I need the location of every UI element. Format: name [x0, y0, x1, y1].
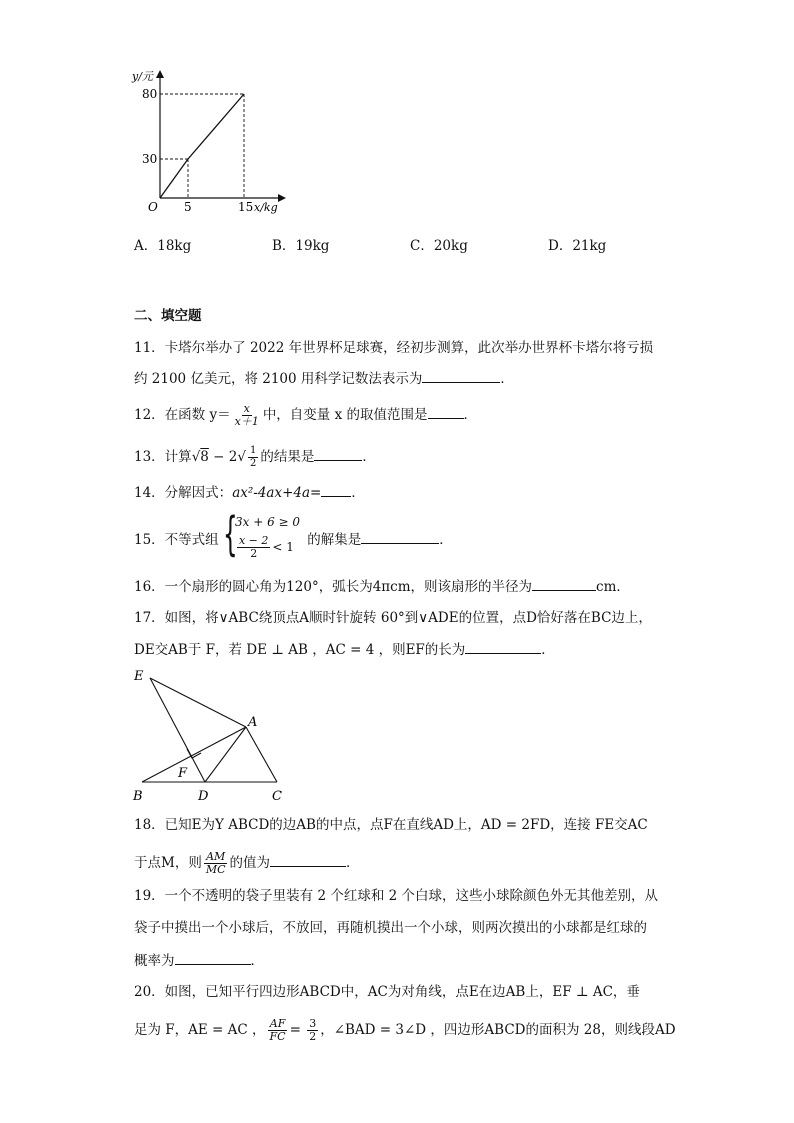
q13-line: 13．计算√8 − 2√ $\frac{1}{2}$ 的结果是 ．: [134, 445, 376, 469]
q15-answer-blank[interactable]: [361, 529, 439, 544]
q15-line: 15．不等式组 { 3x + 6 ≥ 0 $\frac{x - 2}{2}$ < 1 的解集是 ．: [134, 506, 453, 561]
q15-inequality-system: { 3x + 6 ≥ 0 $\frac{x - 2}{2}$ < 1: [222, 506, 301, 561]
q17-label-c: C: [272, 789, 282, 804]
q19-answer-blank[interactable]: [175, 950, 251, 965]
option-d[interactable]: D．21kg: [548, 238, 607, 254]
q17-label-d: D: [198, 789, 209, 804]
q17-answer-blank[interactable]: [465, 639, 541, 654]
option-a[interactable]: A．18kg: [134, 238, 192, 254]
q13-answer-blank[interactable]: [314, 446, 362, 461]
q17-label-f: F: [178, 766, 188, 781]
option-c[interactable]: C．20kg: [410, 238, 468, 254]
q17-triangle-figure: [130, 666, 295, 806]
q16-answer-blank[interactable]: [532, 576, 596, 591]
price-weight-graph: [130, 68, 290, 218]
section-title: 二、填空题: [134, 308, 202, 324]
q13-sqrt-half: √ $\frac{1}{2}$: [237, 445, 257, 469]
q17-label-a: A: [248, 715, 258, 730]
q19-line3: 概率为 ．: [134, 950, 264, 971]
q12-fraction: $\frac{x}{x+1}$: [234, 402, 259, 428]
x-tick-5: 5: [184, 200, 192, 214]
q12-answer-blank[interactable]: [428, 404, 464, 419]
q18-line1: 18．已知E为Y ABCD的边AB的中点，点F在直线AD上，AD = 2FD，连接 FE交AC: [134, 817, 648, 833]
q14-line: 14．分解因式：ax²-4ax+4a= ．: [134, 482, 365, 503]
y-tick-30: 30: [142, 152, 158, 166]
q16-line: 16．一个扇形的圆心角为120°，弧长为4πcm，则该扇形的半径为 cm．: [134, 576, 630, 597]
y-tick-80: 80: [142, 87, 158, 101]
q17-label-e: E: [134, 669, 144, 684]
option-b[interactable]: B．19kg: [272, 238, 330, 254]
q14-answer-blank[interactable]: [321, 482, 351, 497]
q20-line2: 足为 F，AE = AC ， $\frac{AF}{FC}$ = $\frac{3}{2}$ ，∠BAD = 3∠D ，四边形ABCD的面积为 28，则线段AD: [134, 1017, 676, 1043]
origin-label: O: [148, 200, 158, 214]
q17-line1: 17．如图，将∨ABC绕顶点A顺时针旋转 60°到∨ADE的位置，点D恰好落在BC边上，: [134, 610, 652, 626]
q17-line2: DE交AB于 F，若 DE ⊥ AB ，AC = 4 ，则EF的长为 ．: [134, 639, 555, 660]
q11-line2: 约 2100 亿美元，将 2100 用科学记数法表示为 ．: [134, 368, 514, 389]
x-tick-15: 15: [238, 200, 254, 214]
q18-answer-blank[interactable]: [270, 852, 346, 867]
q11-answer-blank[interactable]: [422, 368, 500, 383]
q19-line1: 19．一个不透明的袋子里装有 2 个红球和 2 个白球，这些小球除颜色外无其他差别，从: [134, 888, 659, 904]
q17-label-b: B: [133, 789, 143, 804]
x-axis-label: x/kg: [254, 201, 278, 214]
q19-line2: 袋子中摸出一个小球后，不放回，再随机摸出一个小球，则两次摸出的小球都是红球的: [134, 920, 647, 936]
graph-line: [160, 94, 244, 198]
graph-axes: [156, 70, 286, 202]
q18-fraction: $\frac{AM}{MC}$: [205, 850, 226, 876]
q12-line: 12．在函数 y＝ $\frac{x}{x+1}$ 中，自变量 x 的取值范围是 ．: [134, 402, 478, 428]
q11-line1: 11．卡塔尔举办了 2022 年世界杯足球赛，经初步测算，此次举办世界杯卡塔尔将亏损: [134, 340, 654, 356]
q18-line2: 于点M，则 $\frac{AM}{MC}$ 的值为 ．: [134, 850, 360, 876]
q20-line1: 20．如图，已知平行四边形ABCD中，AC为对角线，点E在边AB上，EF ⊥ AC，垂: [134, 984, 640, 1000]
q13-sqrt8: √8: [191, 449, 209, 465]
y-axis-label: y/元: [132, 70, 153, 83]
